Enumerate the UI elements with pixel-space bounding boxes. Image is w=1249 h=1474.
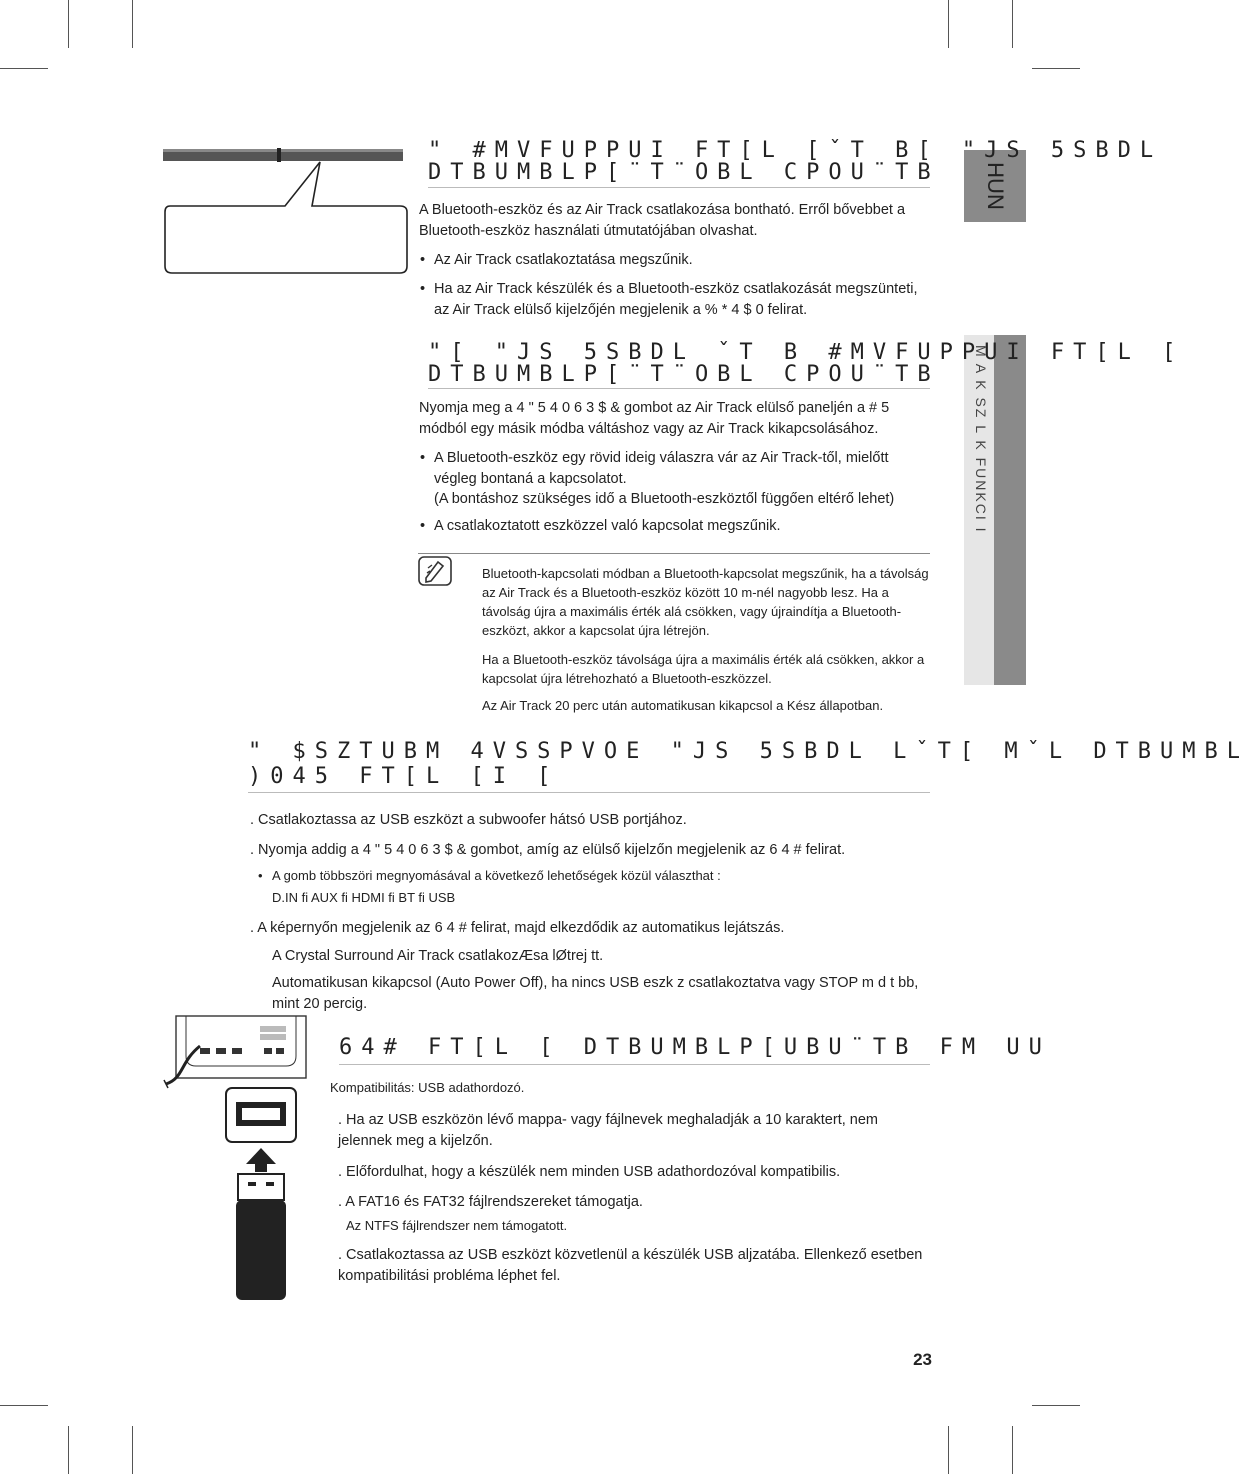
- chapter-label-wrap: [966, 345, 992, 555]
- section3-step-2-bullet: • A gomb többszöri megnyomásával a következő lehetőségek közül választhat :: [272, 866, 932, 885]
- section2-heading-line2: DTBUMBLP[¨T¨OBL CPOU¨TB: [428, 362, 940, 387]
- usb-plug-metal: [238, 1174, 284, 1200]
- section3-step-1: . Csatlakoztassa az USB eszközt a subwoofer hátsó USB portjához.: [250, 812, 687, 828]
- section3-step-2-options: D.IN ﬁ AUX ﬁ HDMI ﬁ BT ﬁ USB: [272, 890, 456, 905]
- section4-ntfs: Az NTFS fájlrendszer nem támogatott.: [346, 1218, 568, 1233]
- section4-last: . Csatlakoztassa az USB eszközt közvetlenül a készülék USB aljzatába. Ellenkező esetben kompatibilitási probléma léphet fel.: [338, 1247, 923, 1284]
- section4-rule: [339, 1064, 930, 1065]
- note-paragraph-1: Bluetooth-kapcsolati módban a Bluetooth-kapcsolat megszűnik, ha a távolság az Air Track és a Bluetooth-eszköz között 10 m-nél nagyobb lesz. Ha a távolság újra a maximális érték alá csökken, vagy újraindítja a Bluetooth-eszközt, akkor a kapcsolat újra létrejön.: [482, 566, 929, 638]
- callout-bubble: [165, 162, 407, 273]
- crop-mark: [68, 1426, 69, 1474]
- crop-mark: [948, 1426, 949, 1474]
- note-paragraph-3: Az Air Track 20 perc után automatikusan kikapcsol a Kész állapotban.: [482, 698, 884, 713]
- usb-stick-body: [236, 1200, 286, 1300]
- chapter-tab-dark: [994, 335, 1026, 685]
- section2-bullet-1-note: (A bontáshoz szükséges idő a Bluetooth-eszköztől függően eltérő lehet): [434, 491, 895, 507]
- note-rule: [418, 553, 930, 554]
- section1-heading-line1: " #MVFUPPUI FT[L [ˇT B[ "JS 5SBDL: [428, 138, 1163, 163]
- section1-bullet-2: • Ha az Air Track készülék és a Bluetooth-eszköz csatlakozását megszünteti, az Air Track elülső kijelzőjén megjelenik a % * 4 $ 0 felirat.: [434, 279, 934, 321]
- note-icon: [418, 556, 452, 586]
- section3-rule: [248, 792, 930, 793]
- insert-arrow-icon: [246, 1148, 276, 1172]
- section3-step-2: . Nyomja addig a 4 " 5 4 0 6 3 $ & gombot, amíg az elülső kijelzőn megjelenik az 6 4 # felirat.: [250, 842, 846, 858]
- crop-mark: [1012, 0, 1013, 48]
- section1-bullet-1: • Az Air Track csatlakoztatása megszűnik.: [434, 250, 929, 271]
- soundbar-highlight: [163, 149, 403, 152]
- note-paragraph-2: Ha a Bluetooth-eszköz távolsága újra a maximális érték alá csökken, akkor a kapcsolat újra létrehozható a Bluetooth-eszközzel.: [482, 652, 925, 686]
- crop-mark: [1032, 1405, 1080, 1406]
- section1-heading-line2: DTBUMBLP[¨T¨OBL CPOU¨TB: [428, 160, 940, 185]
- section4-item-1: . Ha az USB eszközön lévő mappa- vagy fájlnevek meghaladják a 10 karaktert, nem jelennek meg a kijelzőn.: [338, 1112, 878, 1149]
- section2-bullet-1: • A Bluetooth-eszköz egy rövid ideig válaszra vár az Air Track-től, mielőtt végleg bontaná a kapcsolatot.: [434, 448, 934, 490]
- soundbar-display: [277, 148, 281, 162]
- section3-step-3-a: A Crystal Surround Air Track csatlakozÆsa lØtrej tt.: [272, 948, 604, 964]
- section3-heading-line2: )045 FT[L [I [: [248, 764, 560, 789]
- crop-mark: [948, 0, 949, 48]
- crop-mark: [132, 1426, 133, 1474]
- section3-step-3: . A képernyőn megjelenik az 6 4 # felirat, majd elkezdődik az automatikus lejátszás.: [250, 920, 785, 936]
- section4-item-3: . A FAT16 és FAT32 fájlrendszereket támogatja.: [338, 1194, 643, 1210]
- crop-mark: [68, 0, 69, 48]
- section3-step-3-b: Automatikusan kikapcsol (Auto Power Off), ha nincs USB eszk z csatlakoztatva vagy STOP m d t bb, mint 20 percig.: [272, 975, 919, 1012]
- page-number: 23: [913, 1350, 932, 1369]
- subwoofer-rear-panel: [176, 1016, 306, 1078]
- usb-illustration: [160, 1012, 340, 1302]
- language-label: HUN: [983, 162, 1009, 210]
- section4-heading: 64# FT[L [ DTBUMBLP[UBU¨TB FM UU: [339, 1035, 1051, 1060]
- section1-rule: [428, 187, 930, 188]
- crop-mark: [1032, 68, 1080, 69]
- section3-heading-line1: " $SZTUBM 4VSSPVOE "JS 5SBDL LˇT[ MˇL DTBUMBL: [248, 739, 1249, 764]
- crop-mark: [0, 68, 48, 69]
- crop-mark: [1012, 1426, 1013, 1474]
- section4-compat: Kompatibilitás: USB adathordozó.: [330, 1080, 525, 1095]
- chapter-label: M A K SZ L K FUNKCI I: [973, 345, 989, 534]
- section2-bullet-2: • A csatlakoztatott eszközzel való kapcsolat megszűnik.: [434, 516, 934, 537]
- crop-mark: [132, 0, 133, 48]
- crop-mark: [0, 1405, 48, 1406]
- soundbar-illustration: [160, 140, 410, 280]
- section4-item-2: . Előfordulhat, hogy a készülék nem minden USB adathordozóval kompatibilis.: [338, 1164, 841, 1180]
- section2-rule: [428, 388, 930, 389]
- section1-intro: A Bluetooth-eszköz és az Air Track csatlakozása bontható. Erről bővebbet a Bluetooth-eszköz használati útmutatójában olvashat.: [419, 202, 906, 239]
- section2-heading-line1: "[ "JS 5SBDL ˇT B #MVFUPPUI FT[L [: [428, 340, 1185, 365]
- section2-intro: Nyomja meg a 4 " 5 4 0 6 3 $ & gombot az Air Track elülső paneljén a # 5 módból egy másik módba váltáshoz vagy az Air Track kikapcsolásához.: [419, 400, 890, 437]
